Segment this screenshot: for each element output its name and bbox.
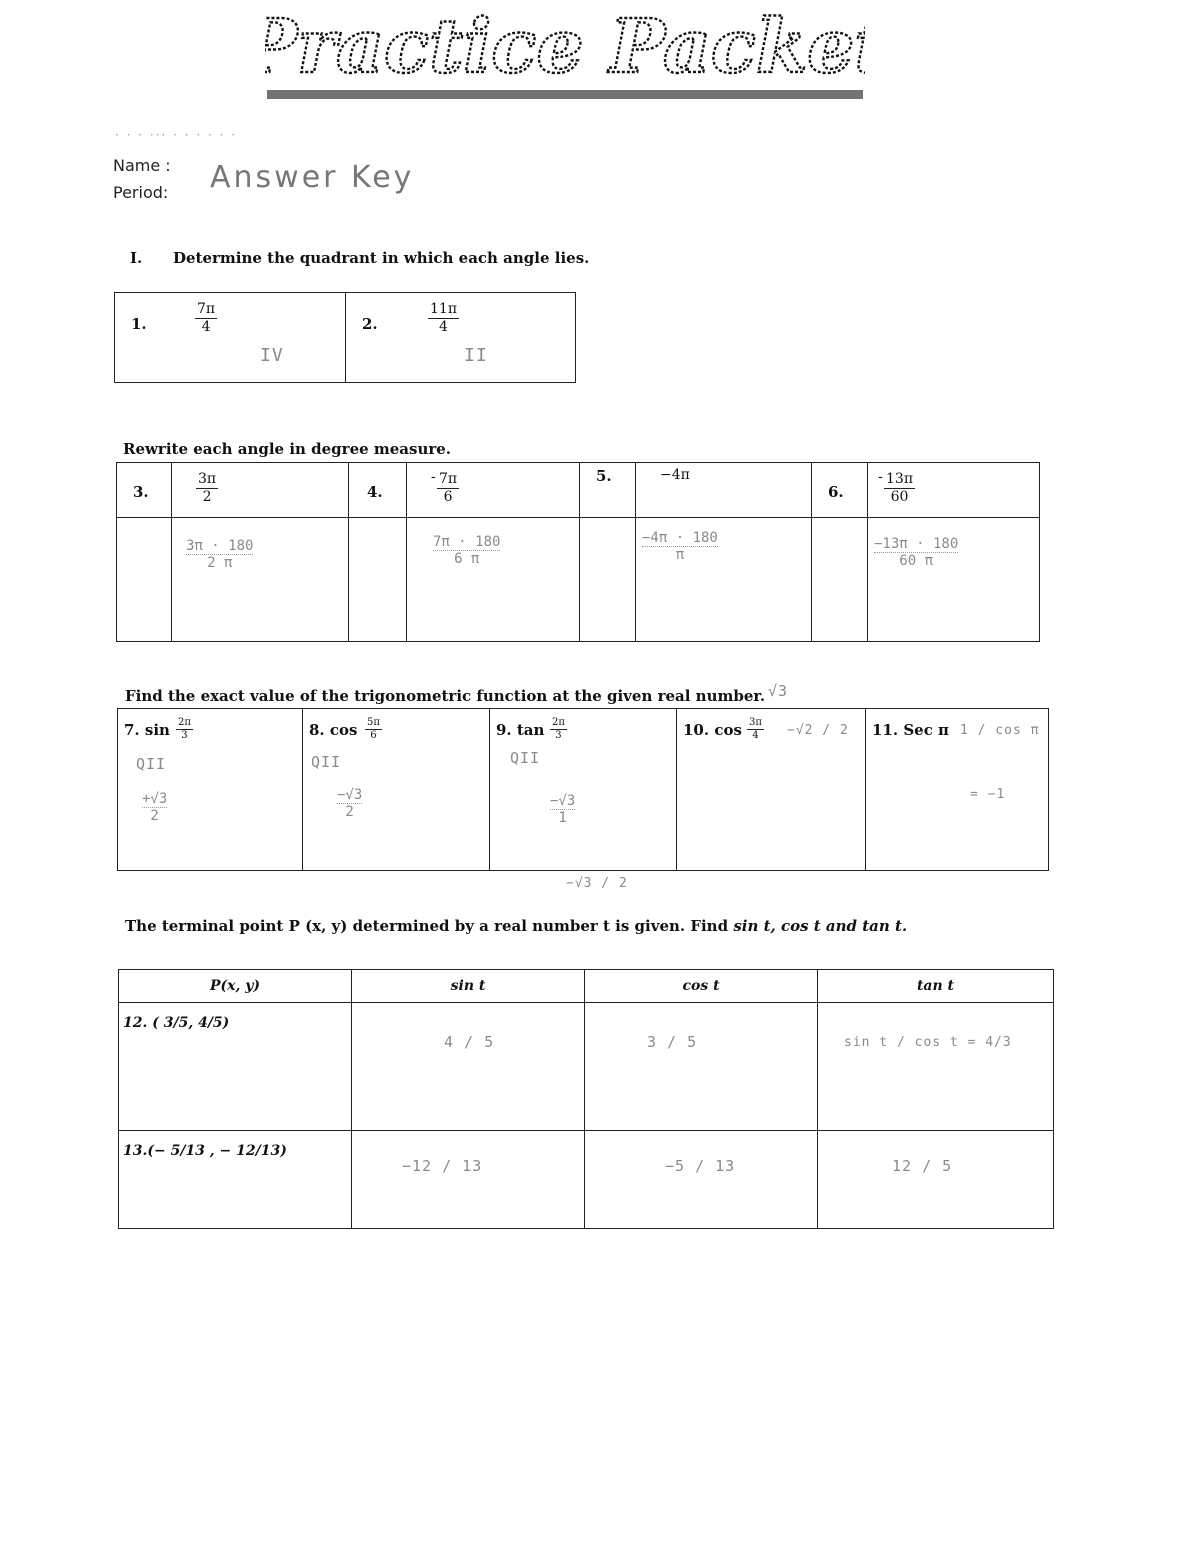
col-point-header: P(x, y) xyxy=(119,970,352,1003)
table-row xyxy=(119,1003,1054,1131)
section1-table xyxy=(114,292,576,383)
section3-margin-note: √3 xyxy=(768,682,789,700)
item9-answer xyxy=(550,793,575,826)
section2-table xyxy=(116,462,1040,642)
item9-ans-den: 1 xyxy=(558,810,567,827)
item4-den: 6 xyxy=(443,488,453,505)
table-row xyxy=(119,1131,1054,1229)
item1-den: 4 xyxy=(201,318,211,335)
item4-num: 7π xyxy=(439,471,458,487)
item5-angle: −4π xyxy=(660,467,690,483)
item2-cell xyxy=(346,293,576,383)
item6-fraction xyxy=(884,471,915,506)
item5-label-cell xyxy=(580,463,636,518)
item1-cell xyxy=(115,293,346,383)
row13-point: 13.(− 5/13 , − 12/13) xyxy=(123,1143,287,1159)
item9-cell xyxy=(490,709,677,871)
row13-cos: −5 / 13 xyxy=(665,1157,736,1175)
item4-label: 4. xyxy=(367,483,383,501)
item7-cell xyxy=(118,709,303,871)
item9-ans-num: −√3 xyxy=(550,793,576,809)
section3-below-note: −√3 / 2 xyxy=(566,876,628,891)
title-text: Practice Packet xyxy=(265,4,865,90)
item9-num: 2π xyxy=(552,717,565,728)
item4-work-den: 6 π xyxy=(454,551,480,568)
item7-ans-den: 2 xyxy=(150,808,159,825)
item6-label: 6. xyxy=(828,483,844,501)
item5-label: 5. xyxy=(596,467,612,485)
item11-label: 11. Sec π xyxy=(872,721,950,739)
item4-work-cell xyxy=(407,518,580,642)
item7-den: 3 xyxy=(181,730,188,741)
item2-num: 11π xyxy=(430,301,458,317)
item6-angle-cell xyxy=(868,463,1040,518)
period-label: Period: xyxy=(113,183,169,202)
col-cos-header: cos t xyxy=(585,970,818,1003)
item4-sign: - xyxy=(431,469,436,485)
item7-num: 2π xyxy=(178,717,191,728)
item7-work: QII xyxy=(136,755,167,773)
item4-work-num: 7π · 180 xyxy=(433,534,501,550)
item2-label: 2. xyxy=(362,315,378,333)
row12-cos: 3 / 5 xyxy=(647,1033,698,1051)
item8-label: 8. cos xyxy=(309,721,358,739)
item6-work-cell xyxy=(868,518,1040,642)
row13-sin: −12 / 13 xyxy=(402,1157,483,1175)
item6-label-cell xyxy=(812,463,868,518)
item3-label-cell xyxy=(117,463,172,518)
item8-ans-den: 2 xyxy=(345,804,354,821)
item9-den: 3 xyxy=(555,730,562,741)
item4-fraction xyxy=(437,471,459,506)
col-tan-header: tan t xyxy=(818,970,1054,1003)
item9-work: QII xyxy=(510,749,541,767)
section4-instruction-plain: The terminal point P (x, y) determined by a real number t is given. Find xyxy=(125,917,729,935)
row12-tan-cell xyxy=(818,1003,1054,1131)
item3-den: 2 xyxy=(202,488,212,505)
item11-answer: = −1 xyxy=(970,787,1006,802)
title-banner xyxy=(265,2,865,102)
item8-answer xyxy=(337,787,362,820)
item3-blank-cell xyxy=(117,518,172,642)
item1-num: 7π xyxy=(197,301,216,317)
row13-point-cell xyxy=(119,1131,352,1229)
title-underline xyxy=(267,90,863,99)
item3-work-num: 3π · 180 xyxy=(186,538,254,554)
section2-instruction: Rewrite each angle in degree measure. xyxy=(123,440,452,458)
item10-cell xyxy=(677,709,866,871)
row13-tan: 12 / 5 xyxy=(892,1157,953,1175)
item3-work-cell xyxy=(172,518,349,642)
item10-work: −√2 / 2 xyxy=(787,723,849,738)
section3-table xyxy=(117,708,1049,871)
item1-answer: IV xyxy=(260,345,284,366)
item10-label: 10. cos xyxy=(683,721,742,739)
item1-fraction xyxy=(195,301,217,336)
item4-work xyxy=(433,534,500,567)
item3-work xyxy=(186,538,253,571)
item9-label: 9. tan xyxy=(496,721,545,739)
col-sin-header: sin t xyxy=(352,970,585,1003)
item2-fraction xyxy=(428,301,459,336)
item3-label: 3. xyxy=(133,483,149,501)
item4-angle-cell xyxy=(407,463,580,518)
item5-work-den: π xyxy=(675,547,685,564)
section4-table xyxy=(118,969,1054,1229)
item8-ans-num: −√3 xyxy=(337,787,363,803)
row12-point: 12. ( 3/5, 4/5) xyxy=(123,1015,230,1031)
row12-cos-cell xyxy=(585,1003,818,1131)
item11-cell xyxy=(866,709,1049,871)
item6-den: 60 xyxy=(890,488,909,505)
item3-work-den: 2 π xyxy=(207,555,233,572)
title-graphic xyxy=(265,2,865,102)
item5-work xyxy=(642,530,718,563)
item11-work: 1 / cos π xyxy=(960,723,1040,738)
faint-header-line: · · · ··· · · · · · · xyxy=(115,128,238,142)
item4-label-cell xyxy=(349,463,407,518)
item3-angle-cell xyxy=(172,463,349,518)
item6-num: 13π xyxy=(886,471,914,487)
item8-num: 5π xyxy=(367,717,380,728)
item5-angle-cell xyxy=(636,463,812,518)
item5-blank-cell xyxy=(580,518,636,642)
row13-tan-cell xyxy=(818,1131,1054,1229)
item1-label: 1. xyxy=(131,315,147,333)
item5-work-num: −4π · 180 xyxy=(642,530,718,546)
name-label: Name : xyxy=(113,156,171,175)
item3-fraction xyxy=(196,471,218,506)
handwritten-name: Answer Key xyxy=(210,160,415,195)
section4-instruction-italic: sin t, cos t and tan t. xyxy=(733,917,908,935)
item6-work-den: 60 π xyxy=(899,553,933,570)
row12-sin: 4 / 5 xyxy=(444,1033,495,1051)
item8-fraction xyxy=(365,717,382,742)
item6-work xyxy=(874,536,958,569)
row13-cos-cell xyxy=(585,1131,818,1229)
row12-sin-cell xyxy=(352,1003,585,1131)
item5-work-cell xyxy=(636,518,812,642)
item8-cell xyxy=(303,709,490,871)
item6-sign: - xyxy=(878,469,883,485)
item10-den: 4 xyxy=(752,730,759,741)
item10-num: 3π xyxy=(749,717,762,728)
item8-den: 6 xyxy=(370,730,377,741)
row12-tan: sin t / cos t = 4/3 xyxy=(844,1035,1012,1050)
item3-num: 3π xyxy=(198,471,217,487)
item10-fraction xyxy=(747,717,764,742)
row12-point-cell xyxy=(119,1003,352,1131)
item9-fraction xyxy=(550,717,567,742)
item6-blank-cell xyxy=(812,518,868,642)
section3-instruction: Find the exact value of the trigonometric function at the given real number. xyxy=(125,687,766,705)
item2-den: 4 xyxy=(439,318,448,335)
item7-answer xyxy=(142,791,167,824)
item7-fraction xyxy=(176,717,193,742)
item7-ans-num: +√3 xyxy=(142,791,168,807)
item8-work: QII xyxy=(311,753,342,771)
section1-numeral: I. xyxy=(130,249,143,267)
row13-sin-cell xyxy=(352,1131,585,1229)
section4-instruction xyxy=(125,917,907,935)
section1-instruction: Determine the quadrant in which each angle lies. xyxy=(173,249,590,267)
item4-blank-cell xyxy=(349,518,407,642)
item6-work-num: −13π · 180 xyxy=(874,536,959,552)
item2-answer: II xyxy=(464,345,488,366)
item7-label: 7. sin xyxy=(124,721,170,739)
